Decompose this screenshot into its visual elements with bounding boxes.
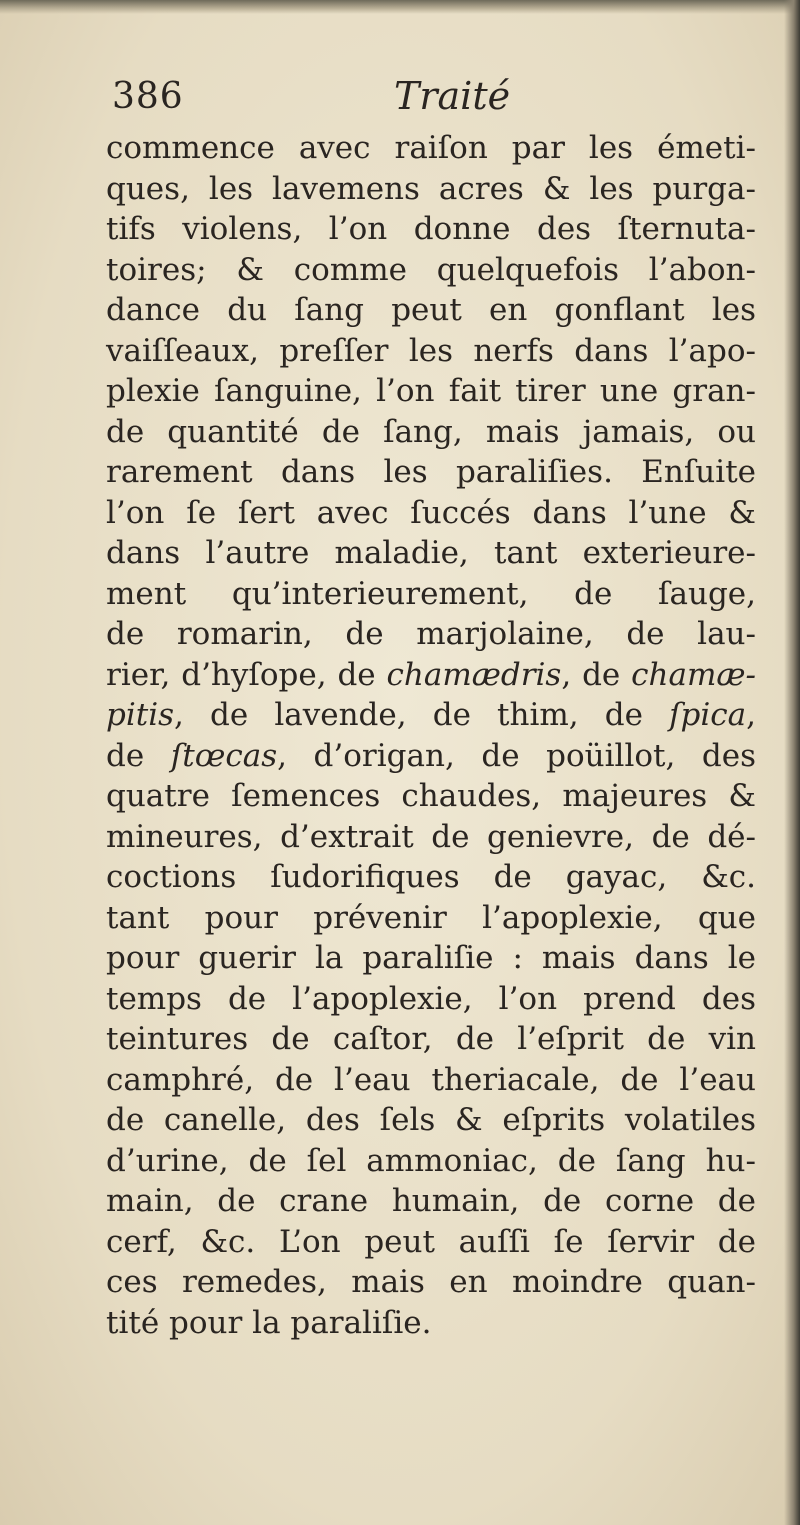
body-text <box>106 128 756 1343</box>
text-line: ques, les lavemens acres & les purga- <box>106 170 756 207</box>
text-line: temps de l’apoplexie, l’on prend des <box>106 980 756 1017</box>
text-line: dance du ſang peut en gonflant les <box>106 292 756 328</box>
page-top-shadow <box>0 0 800 14</box>
text-line: ment qu’interieurement, de ſauge, <box>106 575 756 612</box>
running-title: Traité <box>394 74 511 118</box>
text-line: rarement dans les paraliſies. Enſuite <box>106 454 756 490</box>
text-line: tité pour la paraliſie. <box>106 1304 432 1341</box>
italic-term: pitis <box>106 697 175 733</box>
text-line: de ſtœcas, d’origan, de poüillot, des <box>106 737 757 774</box>
text-line: cerf, &c. L’on peut auſſi ſe ſervir de <box>106 1223 756 1260</box>
text-line: tifs violens, l’on donne des ſternuta- <box>106 211 756 247</box>
italic-term: chamæ- <box>631 656 756 693</box>
text-line: commence avec raiſon par les émeti- <box>106 130 756 166</box>
text-line: de canelle, des ſels & eſprits volatiles <box>106 1102 756 1138</box>
italic-term: chamædris <box>386 656 562 693</box>
page-header <box>112 70 752 126</box>
text-line: mineures, d’extrait de genievre, de dé- <box>106 818 756 855</box>
text-line: quatre ſemences chaudes, majeures & <box>106 778 756 814</box>
text-line: teintures de caſtor, de l’eſprit de vin <box>106 1021 756 1057</box>
text-line: pour guerir la paraliſie : mais dans le <box>106 940 756 976</box>
text-line: rier, d’hyſope, de chamædris, de chamæ- <box>106 656 756 693</box>
text-line: main, de crane humain, de corne de <box>106 1183 756 1219</box>
text-line: vaiſſeaux, preſſer les nerfs dans l’apo- <box>106 332 756 369</box>
text-line: ces remedes, mais en moindre quan- <box>106 1264 756 1300</box>
text-line: coctions ſudorifiques de gayac, &c. <box>106 859 756 895</box>
text-line: pitis, de lavende, de thim, de ſpica, <box>106 697 756 733</box>
text-line: tant pour prévenir l’apoplexie, que <box>106 899 756 936</box>
text-line: de quantité de ſang, mais jamais, ou <box>106 413 756 450</box>
text-line: dans l’autre maladie, tant exterieure- <box>106 535 756 571</box>
text-line: d’urine, de ſel ammoniac, de ſang hu- <box>106 1142 756 1179</box>
italic-term: ſtœcas <box>170 737 278 774</box>
text-line: plexie ſanguine, l’on fait tirer une gran- <box>106 373 756 409</box>
page-number: 386 <box>112 76 184 117</box>
page-gutter-shadow <box>784 0 800 1525</box>
italic-term: ſpica <box>669 697 747 733</box>
text-line: de romarin, de marjolaine, de lau- <box>106 616 756 652</box>
text-line: camphré, de l’eau theriacale, de l’eau <box>106 1061 756 1098</box>
text-line: l’on ſe ſert avec ſuccés dans l’une & <box>106 494 756 531</box>
text-line: toires; & comme quelquefois l’abon- <box>106 251 756 288</box>
